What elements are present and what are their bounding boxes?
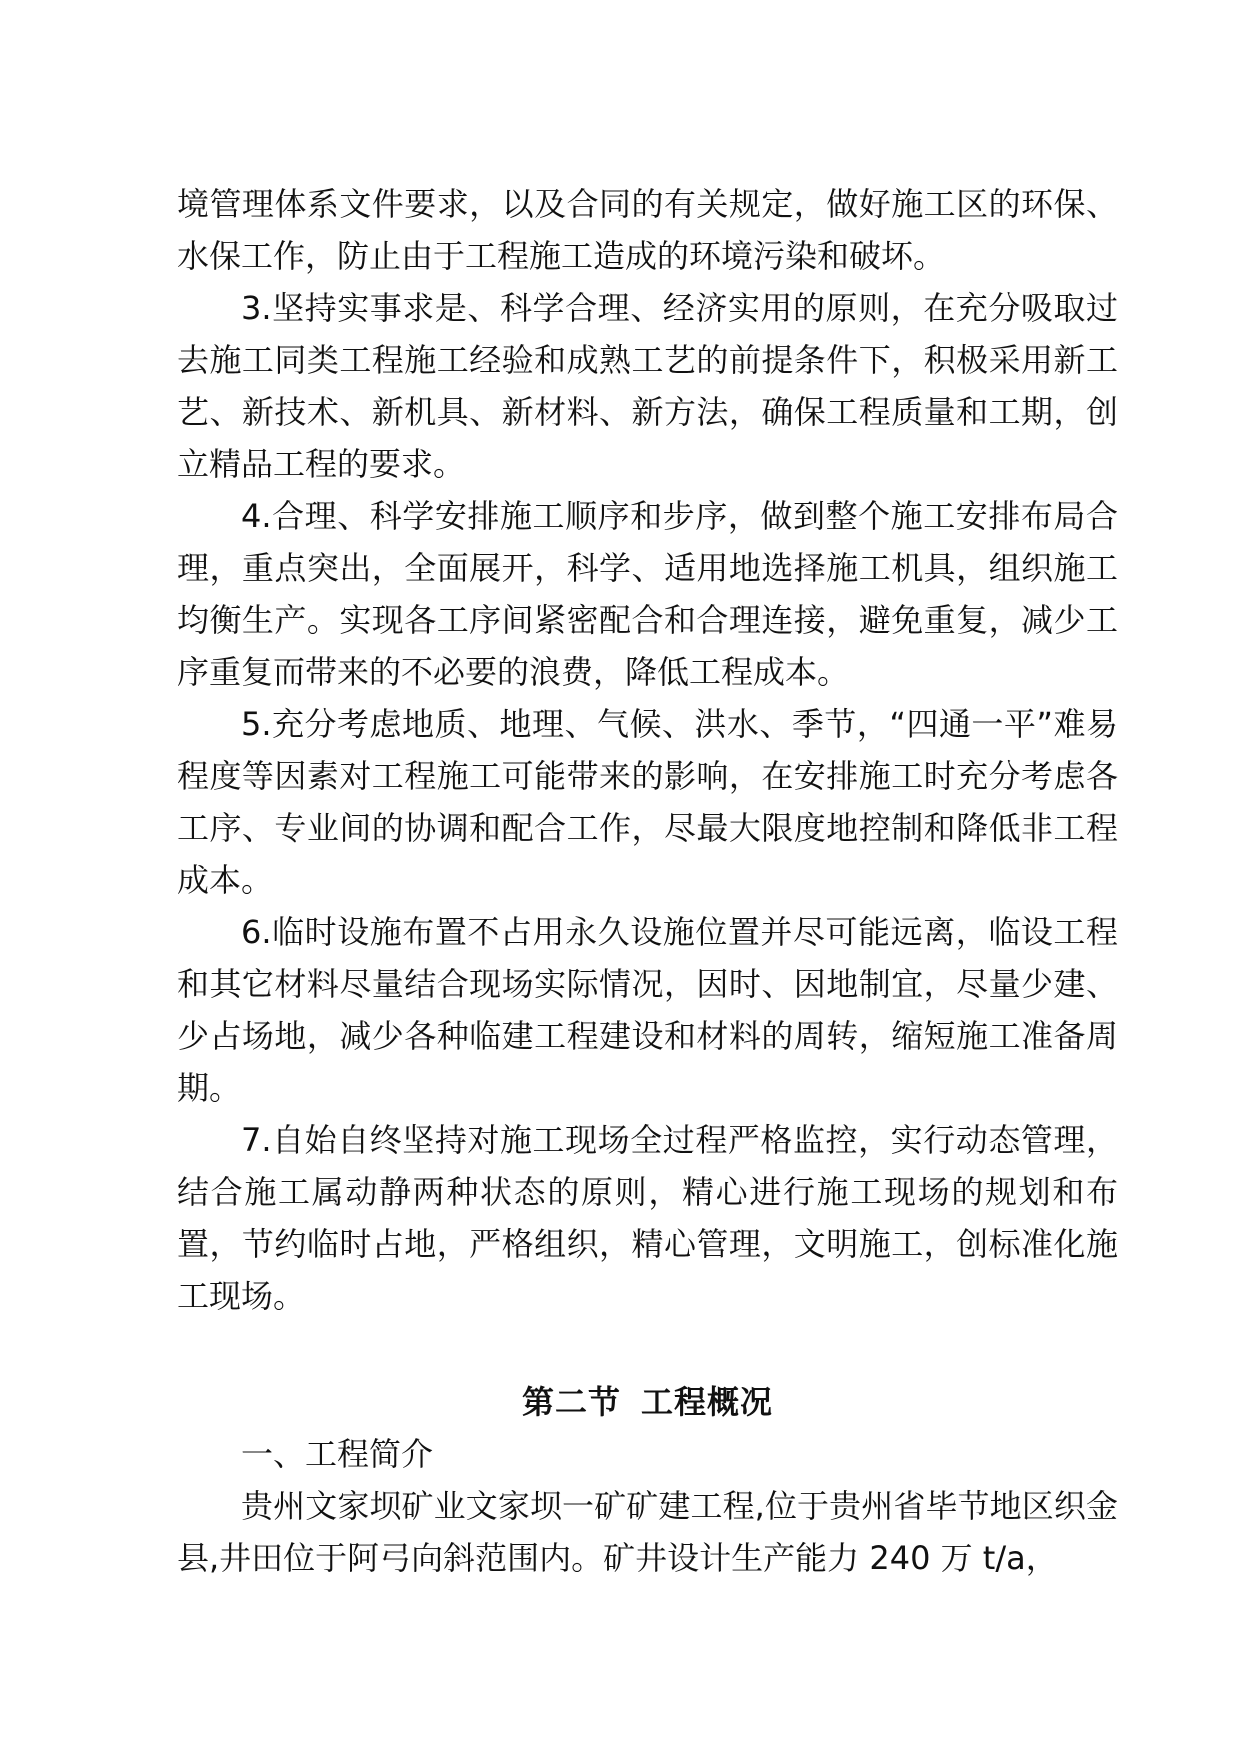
- section-number: 第二节: [521, 1383, 621, 1421]
- paragraph-item-7: 7.自始自终坚持对施工现场全过程严格监控，实行动态管理，结合施工属动静两种状态的原则，精心进行施工现场的规划和布置，节约临时占地，严格组织，精心管理，文明施工，创标准化施工现场。: [177, 1121, 1118, 1315]
- section-title: 工程概况: [641, 1383, 774, 1421]
- paragraph-item-3: 3.坚持实事求是、科学合理、经济实用的原则，在充分吸取过去施工同类工程施工经验和成熟工艺的前提条件下，积极采用新工艺、新技术、新机具、新材料、新方法，确保工程质量和工期，创立精品工程的要求。: [177, 289, 1118, 483]
- paragraph-item-4: 4.合理、科学安排施工顺序和步序，做到整个施工安排布局合理，重点突出，全面展开，科学、适用地选择施工机具，组织施工均衡生产。实现各工序间紧密配合和合理连接，避免重复，减少工序重复而带来的不必要的浪费，降低工程成本。: [177, 497, 1118, 691]
- subsection-body: 贵州文家坝矿业文家坝一矿矿建工程,位于贵州省毕节地区织金县,井田位于阿弓向斜范围内。矿井设计生产能力 240 万 t/a，: [177, 1487, 1118, 1577]
- subsection-heading: 一、工程简介: [241, 1435, 434, 1473]
- paragraph-continuation: 境管理体系文件要求，以及合同的有关规定，做好施工区的环保、水保工作，防止由于工程施工造成的环境污染和破坏。: [177, 185, 1118, 275]
- paragraph-item-6: 6.临时设施布置不占用永久设施位置并尽可能远离，临设工程和其它材料尽量结合现场实际情况，因时、因地制宜，尽量少建、少占场地，减少各种临建工程建设和材料的周转，缩短施工准备周期。: [177, 913, 1118, 1107]
- section-heading: [177, 1376, 1118, 1428]
- paragraph-item-5: 5.充分考虑地质、地理、气候、洪水、季节，“四通一平”难易程度等因素对工程施工可能带来的影响，在安排施工时充分考虑各工序、专业间的协调和配合工作，尽最大限度地控制和降低非工程成本。: [177, 705, 1118, 899]
- document-page: [177, 178, 1118, 1584]
